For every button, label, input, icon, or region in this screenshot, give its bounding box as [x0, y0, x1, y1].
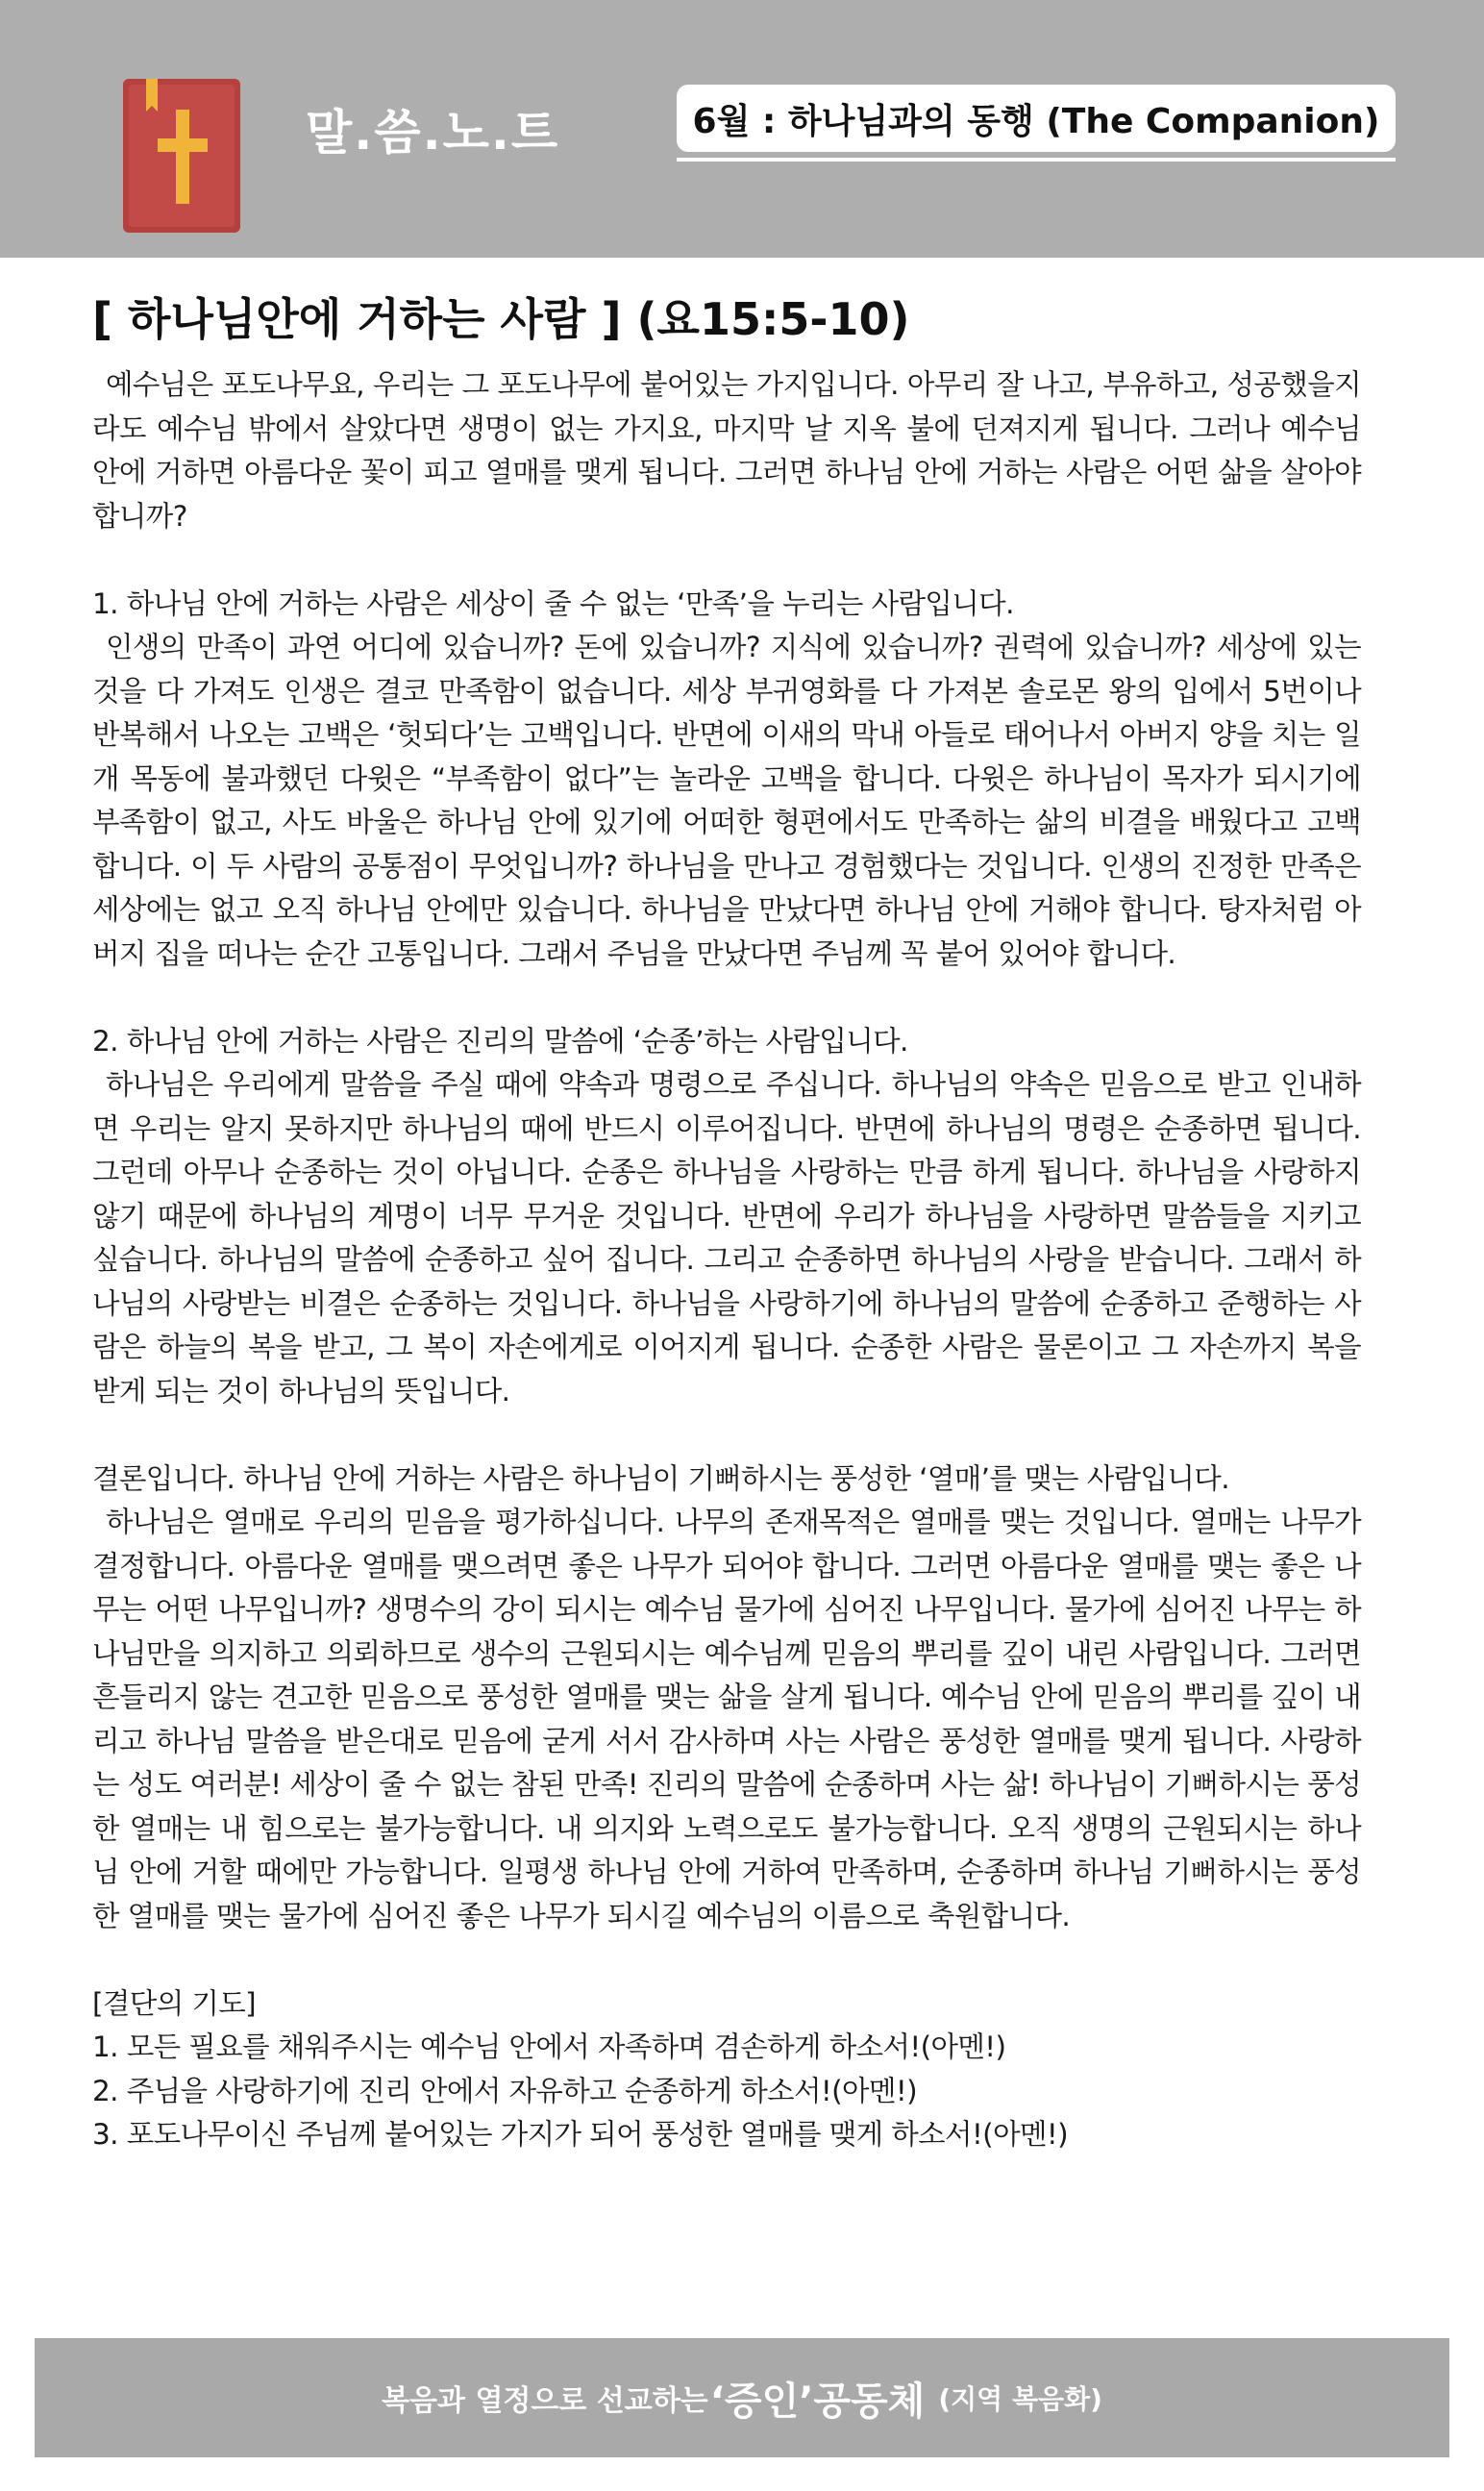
prayer-heading: [결단의 기도] — [92, 1986, 257, 2020]
series-label: 6월 : 하나님과의 동행 (The Companion) — [692, 101, 1380, 141]
point2-heading: 2. 하나님 안에 거하는 사람은 진리의 말씀에 ‘순종’하는 사람입니다. — [92, 1024, 908, 1058]
footer-banner — [35, 2338, 1449, 2457]
sermon-body — [92, 363, 1361, 2157]
intro-paragraph: 예수님은 포도나무요, 우리는 그 포도나무에 붙어있는 가지입니다. 아무리 잘 나고, 부유하고, 성공했을지라도 예수님 밖에서 살았다면 생명이 없는 가지요, 마지막 날 지옥 불에 던져지게 됩니다. 그러나 예수님 안에 거하면 아름다운 꽃이 피고 열매를 맺게 됩니다. 그러면 하나님 안에 거하는 사람은 어떤 삶을 살아야 합니까? — [92, 368, 1361, 533]
conclusion-paragraph: 하나님은 열매로 우리의 믿음을 평가하십니다. 나무의 존재목적은 열매를 맺는 것입니다. 열매는 나무가 결정합니다. 아름다운 열매를 맺으려면 좋은 나무가 되어야 합니다. 그러면 아름다운 열매를 맺는 좋은 나무는 어떤 나무입니까? 생명수의 강이 되시는 예수님 물가에 심어진 나무입니다. 물가에 심어진 나무는 하나님만을 의지하고 의뢰하므로 생수의 근원되시는 예수님께 믿음의 뿌리를 깊이 내린 사람입니다. 그러면 흔들리지 않는 견고한 믿음으로 풍성한 열매를 맺는 삶을 살게 됩니다. 예수님 안에 믿음의 뿌리를 깊이 내리고 하나님 말씀을 받은대로 믿음에 굳게 서서 감사하며 사는 사람은 풍성한 열매를 맺게 됩니다. 사랑하는 성도 여러분! 세상이 줄 수 없는 참된 만족! 진리의 말씀에 순종하며 사는 삶! 하나님이 기뻐하시는 풍성한 열매는 내 힘으로는 불가능합니다. 내 의지와 노력으로도 불가능합니다. 오직 생명의 근원되시는 하나님 안에 거할 때에만 가능합니다. 일평생 하나님 안에 거하여 만족하며, 순종하며 하나님 기뻐하시는 풍성한 열매를 맺는 물가에 심어진 좋은 나무가 되시길 예수님의 이름으로 축원합니다. — [92, 1506, 1361, 1932]
point2-paragraph: 하나님은 우리에게 말씀을 주실 때에 약속과 명령으로 주십니다. 하나님의 약속은 믿음으로 받고 인내하면 우리는 알지 못하지만 하나님의 때에 반드시 이루어집니다. 반면에 하나님의 명령은 순종하면 됩니다. 그런데 아무나 순종하는 것이 아닙니다. 순종은 하나님을 사랑하는 만큼 하게 됩니다. 하나님을 사랑하지 않기 때문에 하나님의 계명이 너무 무거운 것입니다. 반면에 우리가 하나님을 사랑하면 말씀들을 지키고 싶습니다. 하나님의 말씀에 순종하고 싶어 집니다. 그리고 순종하면 하나님의 사랑을 받습니다. 그래서 하나님의 사랑받는 비결은 순종하는 것입니다. 하나님을 사랑하기에 하나님의 말씀에 순종하고 준행하는 사람은 하늘의 복을 받고, 그 복이 자손에게로 이어지게 됩니다. 순종한 사람은 물론이고 그 자손까지 복을 받게 되는 것이 하나님의 뜻입니다. — [92, 1068, 1361, 1407]
point1-paragraph: 인생의 만족이 과연 어디에 있습니까? 돈에 있습니까? 지식에 있습니까? 권력에 있습니까? 세상에 있는 것을 다 가져도 인생은 결코 만족함이 없습니다. 세상 부귀영화를 다 가져본 솔로몬 왕의 입에서 5번이나 반복해서 나오는 고백은 ‘헛되다’는 고백입니다. 반면에 이새의 막내 아들로 태어나서 아버지 양을 치는 일개 목동에 불과했던 다윗은 “부족함이 없다”는 놀라운 고백을 합니다. 다윗은 하나님이 목자가 되시기에 부족함이 없고, 사도 바울은 하나님 안에 있기에 어떠한 형편에서도 만족하는 삶의 비결을 배웠다고 고백합니다. 이 두 사람의 공통점이 무엇입니까? 하나님을 만나고 경험했다는 것입니다. 인생의 진정한 만족은 세상에는 없고 오직 하나님 안에만 있습니다. 하나님을 만났다면 하나님 안에 거해야 합니다. 탕자처럼 아버지 집을 떠나는 순간 고통입니다. 그래서 주님을 만났다면 주님께 꼭 붙어 있어야 합니다. — [92, 631, 1361, 970]
header-bar — [0, 0, 1484, 258]
footer-text: 복음과 열정으로 선교하는 — [382, 2384, 708, 2418]
conclusion-heading: 결론입니다. 하나님 안에 거하는 사람은 하나님이 기뻐하시는 풍성한 ‘열매’를 맺는 사람입니다. — [92, 1461, 1229, 1495]
footer-subtext: (지역 복음화) — [938, 2383, 1102, 2415]
footer-community: ‘증인’공동체 — [709, 2379, 926, 2424]
series-underline — [677, 158, 1396, 162]
series-label-box — [677, 85, 1396, 152]
sermon-title: [ 하나님안에 거하는 사람 ] (요15:5-10) — [92, 293, 910, 345]
prayer-item: 1. 모든 필요를 채워주시는 예수님 안에서 자족하며 겸손하게 하소서!(아멘!) — [92, 2030, 1006, 2063]
bible-cross-icon — [123, 79, 240, 233]
prayer-item: 2. 주님을 사랑하기에 진리 안에서 자유하고 순종하게 하소서!(아멘!) — [92, 2074, 917, 2107]
point1-heading: 1. 하나님 안에 거하는 사람은 세상이 줄 수 없는 ‘만족’을 누리는 사람입니다. — [92, 586, 1014, 620]
brand-title: 말.씀.노.트 — [306, 105, 560, 161]
prayer-item: 3. 포도나무이신 주님께 붙어있는 가지가 되어 풍성한 열매를 맺게 하소서!(아멘!) — [92, 2118, 1069, 2151]
